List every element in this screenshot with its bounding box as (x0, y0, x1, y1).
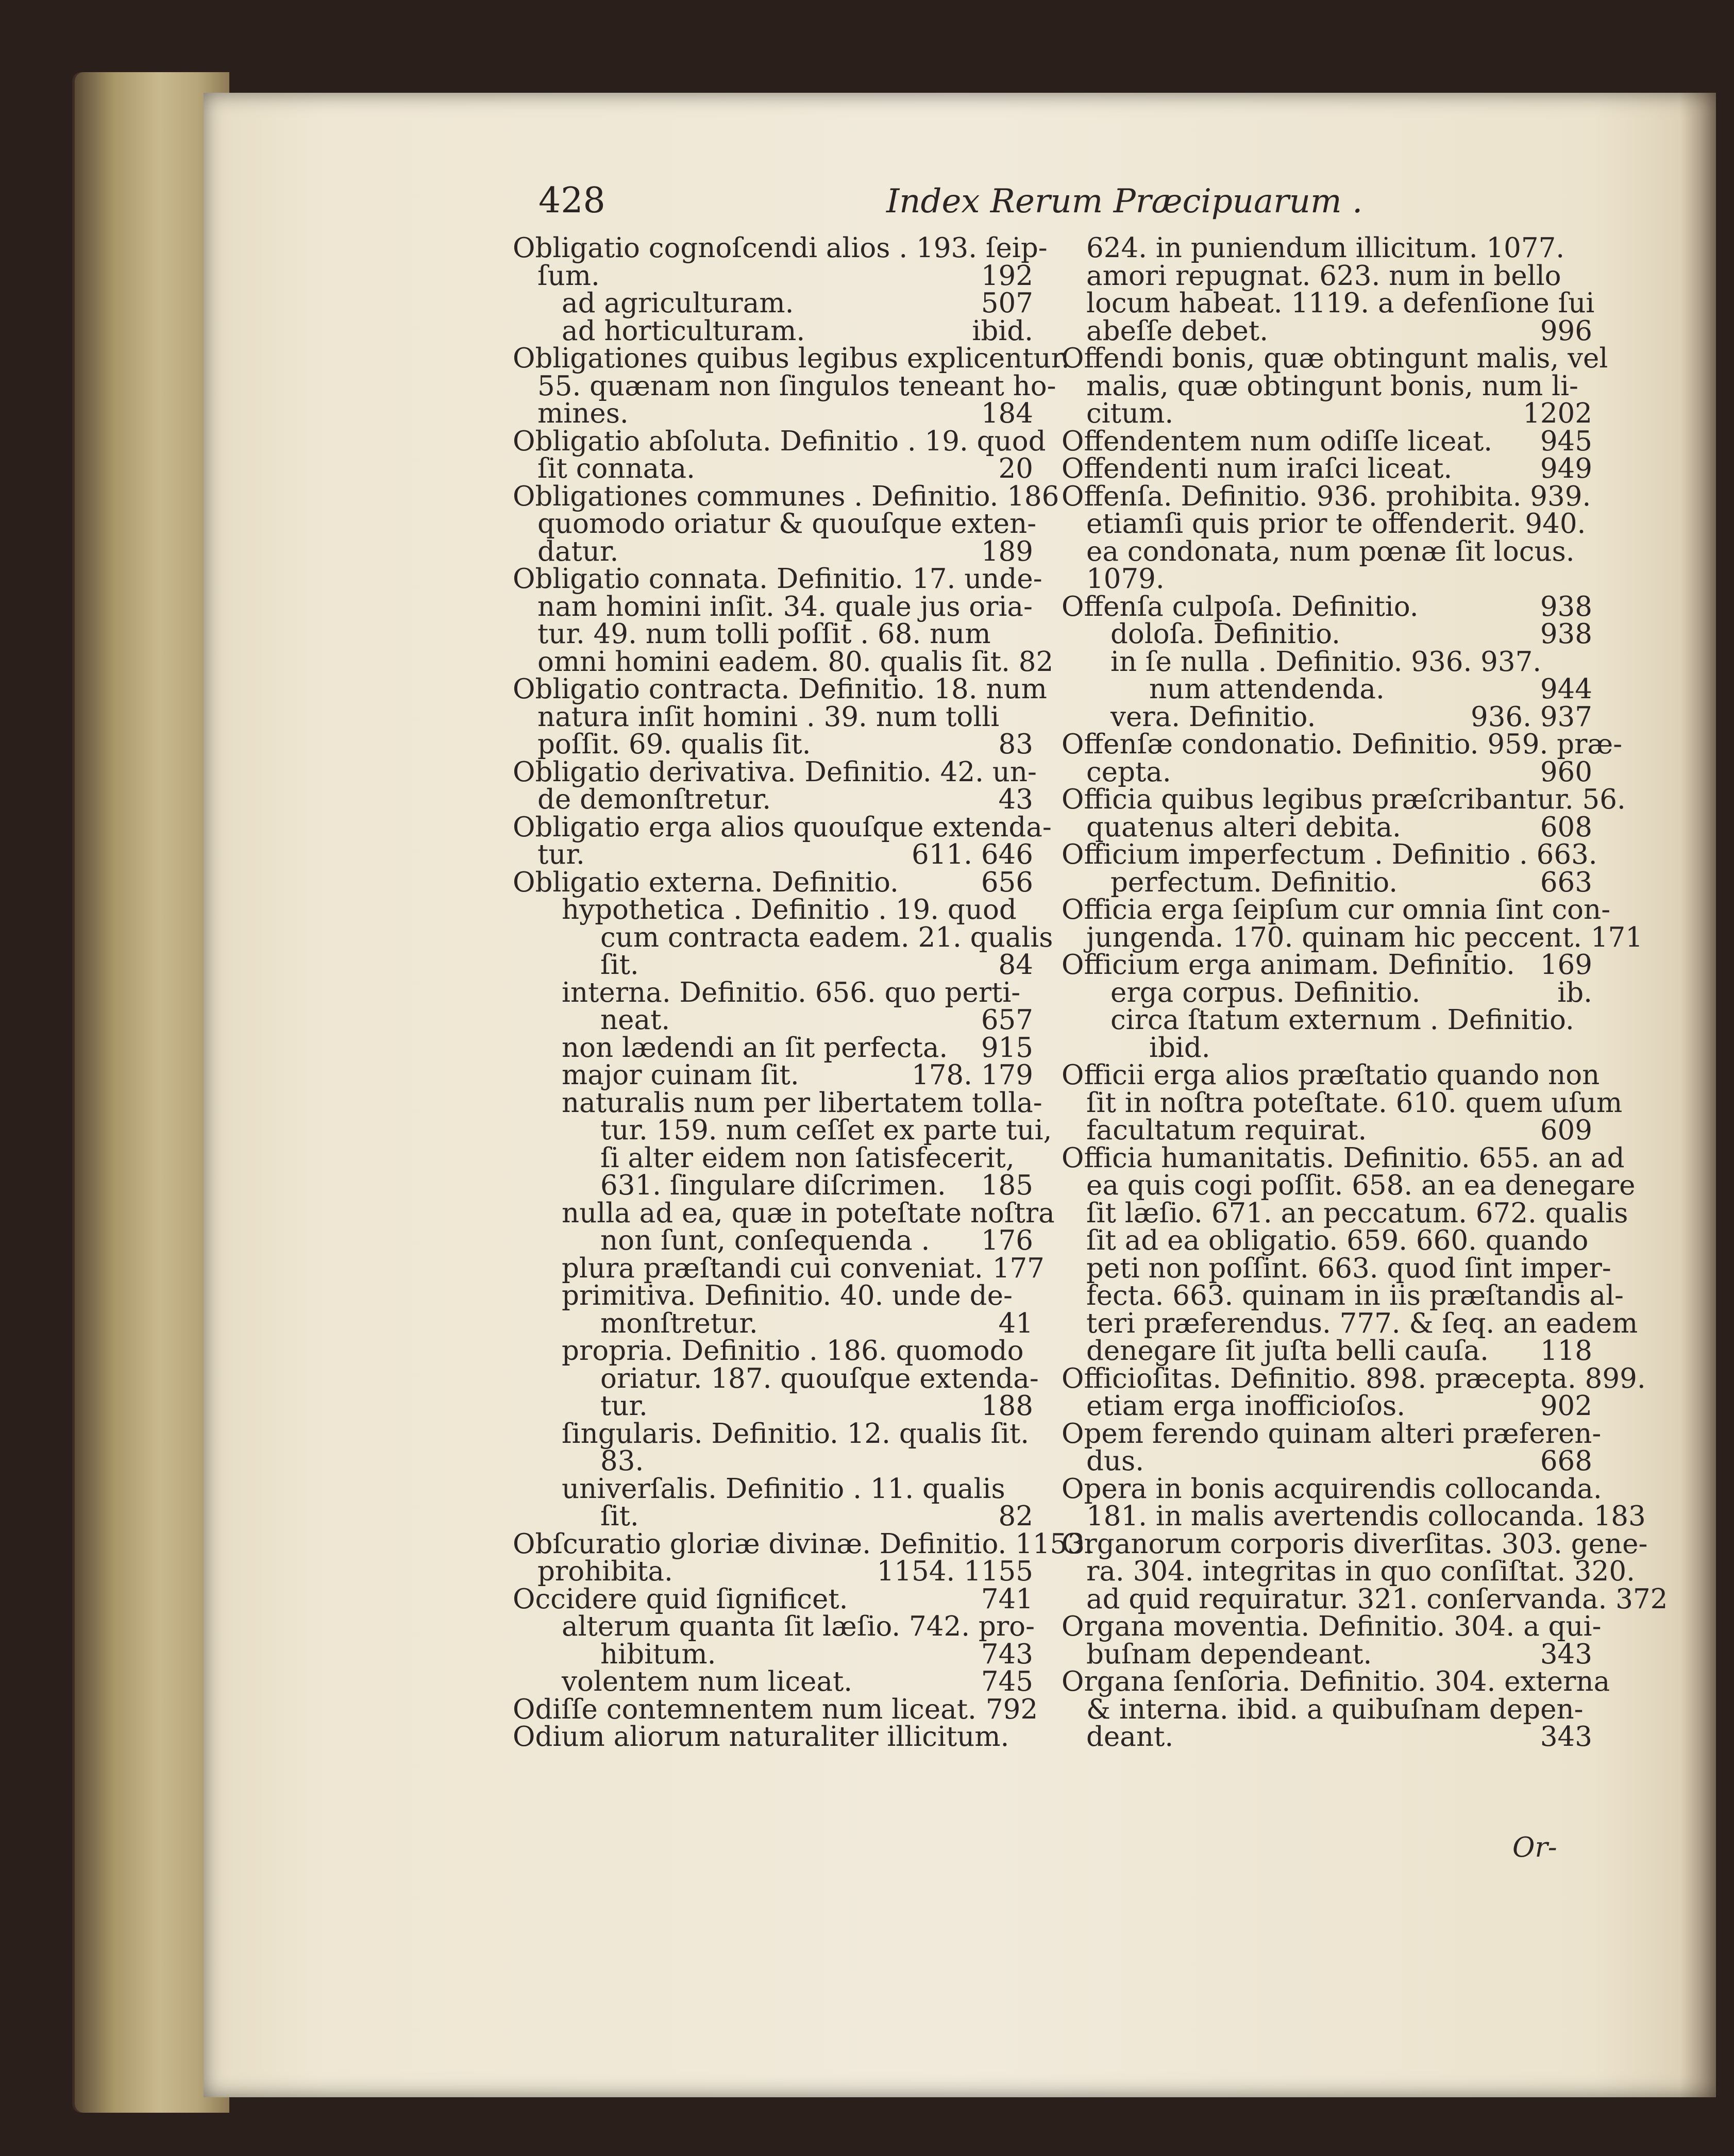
index-entry-line (1062, 1337, 1592, 1365)
entry-text: 55. quænam non ſingulos teneant ho- (537, 370, 1056, 402)
index-entry-line (513, 841, 1033, 869)
index-entry-line (1062, 535, 1592, 567)
index-entry-line (513, 1583, 1033, 1615)
entry-text: num attendenda. (1149, 673, 1385, 705)
entry-text: nam homini inſit. 34. quale jus oria- (537, 591, 1033, 622)
index-entry-line (1062, 400, 1592, 428)
entry-page-ref: 996 (1540, 315, 1592, 347)
entry-text: circa ſtatum externum . Definitio. (1110, 1004, 1574, 1036)
entry-text: univerſalis. Definitio . 11. qualis (562, 1473, 1005, 1505)
index-entry-line (513, 1420, 1033, 1448)
entry-text: Obligatio externa. Definitio. (513, 866, 899, 898)
entry-text: non ſunt, conſequenda . (600, 1225, 930, 1256)
entry-page-ref: 83 (998, 729, 1033, 760)
entry-page-ref: 656 (981, 866, 1033, 898)
index-entry-line (513, 480, 1059, 512)
entry-page-ref: 743 (981, 1638, 1033, 1670)
entry-text: neat. (600, 1004, 670, 1036)
running-title: Index Rerum Præcipuarum . (886, 182, 1363, 221)
entry-text: tur. (600, 1390, 648, 1422)
entry-page-ref: 184 (981, 398, 1033, 429)
entry-text: volentem num liceat. (562, 1666, 853, 1697)
entry-page-ref: 343 (1540, 1721, 1592, 1753)
entry-text: malis, quæ obtingunt bonis, num li- (1086, 370, 1578, 402)
index-entry-line (1062, 1556, 1635, 1587)
index-entry-line (513, 563, 1042, 595)
index-entry-line (1062, 510, 1592, 538)
entry-text: 181. in malis avertendis collocanda. 183 (1086, 1501, 1646, 1532)
index-entry-line (513, 343, 1070, 374)
index-entry-line (1062, 1418, 1602, 1450)
entry-text: Opem ferendo quinam alteri præferen- (1062, 1418, 1602, 1450)
entry-text: omni homini eadem. 80. qualis ſit. 82 (537, 646, 1054, 678)
entry-text: ra. 304. integritas in quo conſiſtat. 320. (1086, 1556, 1635, 1587)
entry-text: plura præſtandi cui conveniat. (562, 1252, 983, 1284)
index-entry-line (1062, 1666, 1610, 1697)
running-header (538, 175, 1363, 232)
entry-text: nulla ad ea, quæ in poteſtate noſtra (562, 1197, 1055, 1229)
index-entry-line (513, 976, 1033, 1008)
entry-page-ref: ib. (1557, 976, 1592, 1008)
index-entry-line (513, 455, 1033, 483)
entry-text: Offendi bonis, quæ obtingunt malis, vel (1062, 343, 1608, 374)
entry-text: amori repugnat. 623. num in bello (1086, 260, 1561, 292)
entry-page-ref: 178. 179 (911, 1059, 1033, 1091)
index-entry-line (1062, 1117, 1592, 1144)
page-gutter-shadow (1680, 93, 1716, 2097)
index-entry-line (513, 673, 1047, 705)
entry-page-ref: 1202 (1523, 398, 1592, 429)
index-entry-line (513, 1613, 1033, 1641)
entry-text: ad agriculturam. (562, 288, 794, 319)
entry-page-ref: 176 (981, 1225, 1033, 1256)
page-number: 428 (538, 180, 605, 221)
index-entry-line (1062, 1087, 1623, 1119)
entry-page-ref: 949 (1540, 453, 1592, 484)
index-entry-line (1062, 288, 1595, 319)
entry-page-ref: ibid. (972, 315, 1033, 347)
entry-text: mines. (537, 398, 629, 429)
entry-text: perfectum. Definitio. (1110, 866, 1398, 898)
index-entry-line (1062, 262, 1592, 290)
index-entry-line (513, 1282, 1033, 1310)
index-entry-line (513, 731, 1033, 759)
entry-text: Officii erga alios præſtatio quando non (1062, 1059, 1600, 1091)
entry-page-ref: 902 (1540, 1390, 1592, 1422)
index-entry-line (513, 1337, 1033, 1365)
entry-page-ref: 792 (985, 1693, 1038, 1725)
entry-text: alterum quanta ſit læſio. 742. pro- (562, 1611, 1035, 1642)
index-entry-line (513, 1723, 1033, 1751)
index-entry-line (1062, 976, 1592, 1008)
entry-text: Obligatio derivativa. Definitio. 42. un- (513, 756, 1037, 788)
index-entry-line (1062, 756, 1592, 788)
index-entry-line (513, 1392, 1033, 1420)
index-entry-line (513, 1638, 1033, 1670)
index-entry-line (513, 811, 1052, 843)
entry-text: Odium aliorum naturaliter illicitum. (513, 1721, 1009, 1753)
index-entry-line (1062, 1227, 1592, 1255)
entry-text: Obligationes quibus legibus explicentur. (513, 343, 1070, 374)
entry-page-ref: 82 (998, 1501, 1033, 1532)
index-entry-line (1062, 480, 1592, 512)
entry-text: non lædendi an ſit perfecta. (562, 1032, 948, 1064)
index-entry-line (1062, 1170, 1636, 1201)
index-entry-line (513, 1227, 1033, 1255)
entry-text: Occidere quid ſignificet. (513, 1583, 848, 1615)
index-entry-line (513, 786, 1033, 814)
entry-text: abeſſe debet. (1086, 315, 1269, 347)
entry-text: ſit ad ea obligatio. 659. 660. quando (1086, 1225, 1589, 1256)
entry-page-ref: 960 (1540, 756, 1592, 788)
entry-page-ref: 185 (981, 1170, 1033, 1201)
entry-page-ref: 118 (1540, 1335, 1592, 1367)
entry-text: locum habeat. 1119. a defenſione ſui (1086, 288, 1595, 319)
index-entry-line (513, 1172, 1033, 1200)
entry-text: 624. in puniendum illicitum. 1077. (1086, 232, 1565, 264)
entry-text: de demonſtretur. (537, 784, 771, 815)
entry-text: ſit læſio. 671. an peccatum. 672. qualis (1086, 1197, 1628, 1229)
index-entry-line (1062, 784, 1626, 815)
entry-text: buſnam dependeant. (1086, 1638, 1372, 1670)
index-entry-line (513, 756, 1037, 788)
entry-text: propria. Definitio . 186. quomodo (562, 1335, 1024, 1367)
entry-text: Offenſa. Definitio. 936. prohibita. 939. (1062, 480, 1591, 512)
index-entry-line (1062, 1142, 1625, 1174)
entry-text: Officioſitas. Definitio. 898. præcepta. 899. (1062, 1362, 1646, 1394)
entry-text: Organa ſenſoria. Definitio. 304. externa (1062, 1666, 1610, 1697)
index-entry-line (1062, 234, 1592, 262)
entry-text: facultatum requirat. (1086, 1115, 1367, 1146)
index-entry-line (1062, 648, 1592, 676)
entry-text: Obligatio abſoluta. Definitio . 19. quod (513, 425, 1046, 457)
entry-text: vera. Definitio. (1110, 701, 1316, 733)
index-entry-line (1062, 455, 1592, 483)
entry-text: ſi alter eidem non ſatisfecerit, (600, 1142, 1015, 1174)
index-entry-line (1062, 1693, 1592, 1725)
entry-page-ref: 611. 646 (911, 839, 1033, 870)
index-entry-line (1062, 729, 1623, 760)
entry-text: 83. (600, 1445, 644, 1477)
entry-text: denegare ſit juſta belli cauſa. (1086, 1335, 1489, 1367)
entry-text: primitiva. Definitio. 40. unde de- (562, 1280, 1013, 1311)
entry-text: Officium erga animam. Definitio. (1062, 949, 1515, 981)
index-entry-line (1062, 1307, 1638, 1339)
entry-text: Offenſæ condonatio. Definitio. 959. præ- (1062, 729, 1623, 760)
entry-page-ref: 741 (981, 1583, 1033, 1615)
entry-text: Obſcuratio gloriæ divinæ. Definitio. 1153. (513, 1528, 1093, 1560)
entry-text: tur. (537, 839, 585, 870)
entry-text: Offenſa culpoſa. Definitio. (1062, 591, 1419, 622)
entry-page-ref: 945 (1540, 425, 1592, 457)
entry-text: ad horticulturam. (562, 315, 805, 347)
index-entry-line (1062, 1392, 1592, 1420)
entry-text: ad quid requiratur. 321. conſervanda. 372 (1086, 1583, 1668, 1615)
entry-text: Officia quibus legibus præſcribantur. 56. (1062, 784, 1626, 815)
entry-text: tur. 49. num tolli poſſit . 68. num (537, 618, 991, 650)
entry-text: deant. (1086, 1721, 1174, 1753)
entry-text: doloſa. Definitio. (1110, 618, 1340, 650)
entry-text: in ſe nulla . Definitio. 936. 937. (1110, 646, 1542, 678)
index-entry-line (513, 1307, 1033, 1339)
entry-page-ref: 192 (981, 260, 1033, 292)
index-entry-line (513, 866, 1033, 898)
index-entry-line (1062, 1197, 1628, 1229)
entry-text: tur. 159. num ceſſet ex parte tui, (600, 1115, 1052, 1146)
index-entry-line (513, 1693, 1038, 1725)
entry-page-ref: 745 (981, 1666, 1033, 1697)
entry-text: erga corpus. Definitio. (1110, 976, 1421, 1008)
index-entry-line (513, 1475, 1033, 1503)
entry-page-ref: 944 (1540, 673, 1592, 705)
index-entry-line (1062, 620, 1592, 648)
index-entry-line (1062, 703, 1592, 731)
entry-page-ref: 169 (1540, 949, 1592, 981)
index-column-right (1062, 232, 1668, 1753)
entry-page-ref: 938 (1540, 591, 1592, 622)
index-entry-line (1062, 370, 1592, 402)
index-entry-line (1062, 1280, 1624, 1311)
index-entry-line (513, 370, 1056, 402)
entry-text: Odiſſe contemnentem num liceat. (513, 1693, 977, 1725)
entry-text: Officium imperfectum . Definitio . 663. (1062, 839, 1597, 870)
entry-text: interna. Definitio. 656. quo perti- (562, 976, 1021, 1008)
entry-page-ref: 189 (981, 535, 1033, 567)
entry-page-ref: 188 (981, 1390, 1033, 1422)
entry-text: Obligatio contracta. Definitio. 18. num (513, 673, 1047, 705)
index-entry-line (513, 620, 1033, 648)
index-entry-line (513, 1059, 1033, 1091)
entry-text: fecta. 663. quinam in iis præſtandis al- (1086, 1280, 1624, 1311)
entry-page-ref: 1154. 1155 (877, 1556, 1033, 1587)
entry-text: datur. (537, 535, 619, 567)
index-entry-line (1062, 425, 1592, 457)
entry-text: Obligatio connata. Definitio. 17. unde- (513, 563, 1042, 595)
entry-text: hypothetica . Definitio . 19. quod (562, 894, 1017, 925)
entry-page-ref: 20 (998, 453, 1033, 484)
index-entry-line (513, 1558, 1033, 1586)
entry-text: poſſit. 69. qualis ſit. (537, 729, 811, 760)
entry-page-ref: 177 (992, 1252, 1045, 1284)
index-entry-line (513, 1447, 1033, 1475)
index-entry-line (513, 508, 1037, 540)
entry-text: monſtretur. (600, 1307, 758, 1339)
index-entry-line (513, 1503, 1033, 1530)
entry-text: teri præferendus. 777. & ſeq. an eadem (1086, 1307, 1638, 1339)
entry-text: & interna. ibid. a quibuſnam depen- (1086, 1693, 1584, 1725)
entry-text: ſit. (600, 949, 639, 981)
index-entry-line (1062, 1034, 1592, 1062)
entry-text: quomodo oriatur & quouſque exten- (537, 508, 1037, 540)
entry-page-ref: 938 (1540, 618, 1592, 650)
entry-text: Offendentem num odiſſe liceat. (1062, 425, 1493, 457)
entry-page-ref: 609 (1540, 1115, 1592, 1146)
index-entry-line (1062, 1611, 1602, 1642)
index-entry-line (1062, 1638, 1592, 1670)
entry-text: ſum. (537, 260, 600, 292)
index-column-left (513, 232, 1093, 1753)
entry-text: 1079. (1086, 563, 1165, 595)
entry-text: ea quis cogi poſſit. 658. an ea denegare (1086, 1170, 1636, 1201)
entry-text: major cuinam ſit. (562, 1059, 799, 1091)
index-entry-line (1062, 1528, 1648, 1560)
index-entry-line (513, 1087, 1042, 1119)
index-entry-line (1062, 811, 1592, 843)
entry-text: ſit connata. (537, 453, 695, 484)
entry-text: jungenda. 170. quinam hic peccent. 171 (1086, 921, 1643, 953)
entry-text: citum. (1086, 398, 1174, 429)
index-entry-line (513, 1115, 1052, 1146)
index-entry-line (1062, 1252, 1611, 1284)
index-entry-line (513, 535, 1033, 567)
entry-text: dus. (1086, 1445, 1144, 1477)
index-entry-line (1062, 951, 1592, 979)
entry-text: cepta. (1086, 756, 1171, 788)
entry-page-ref: 668 (1540, 1445, 1592, 1477)
index-entry-line (513, 290, 1033, 317)
entry-page-ref: 84 (998, 949, 1033, 981)
entry-text: Organa moventia. Definitio. 304. a qui- (1062, 1611, 1602, 1642)
index-entry-line (513, 232, 1048, 264)
entry-text: ſit. (600, 1501, 639, 1532)
index-entry-line (513, 425, 1046, 457)
index-entry-line (513, 1197, 1055, 1229)
entry-page-ref: 41 (998, 1307, 1033, 1339)
index-entry-line (513, 593, 1033, 621)
entry-page-ref: 43 (998, 784, 1033, 815)
index-entry-line (1062, 1059, 1600, 1091)
index-entry-line (513, 1144, 1033, 1172)
index-entry-line (513, 262, 1033, 290)
entry-text: etiam erga inofficioſos. (1086, 1390, 1406, 1422)
index-entry-line (1062, 565, 1592, 593)
index-entry-line (1062, 1006, 1592, 1034)
index-entry-line (1062, 1473, 1602, 1505)
entry-text: hibitum. (600, 1638, 716, 1670)
entry-page-ref: 608 (1540, 811, 1592, 843)
index-entry-line (513, 951, 1033, 979)
index-entry-line (1062, 839, 1597, 870)
entry-text: ibid. (1149, 1032, 1210, 1064)
entry-page-ref: 657 (981, 1004, 1033, 1036)
index-entry-line (513, 921, 1053, 953)
index-entry-line (1062, 1501, 1646, 1532)
index-entry-line (1062, 593, 1592, 621)
entry-text: etiamſi quis prior te offenderit. 940. (1086, 508, 1586, 540)
entry-text: Obligatio erga alios quouſque extenda- (513, 811, 1052, 843)
index-entry-line (513, 896, 1033, 924)
entry-text: natura inſit homini . 39. num tolli (537, 701, 1000, 733)
index-entry-line (1062, 1583, 1668, 1615)
entry-text: Organorum corporis diverſitas. 303. gene- (1062, 1528, 1648, 1560)
entry-text: ea condonata, num pœnæ ſit locus. (1086, 535, 1575, 567)
index-entry-line (513, 1034, 1033, 1062)
entry-text: prohibita. (537, 1556, 673, 1587)
index-entry-line (513, 1362, 1039, 1394)
entry-text: ſingularis. Definitio. 12. qualis ſit. (562, 1418, 1030, 1450)
entry-page-ref: 507 (981, 288, 1033, 319)
index-entry-line (1062, 673, 1592, 705)
index-entry-line (513, 1006, 1033, 1034)
entry-page-ref: 915 (981, 1032, 1033, 1064)
entry-text: cum contracta eadem. 21. qualis (600, 921, 1053, 953)
entry-text: naturalis num per libertatem tolla- (562, 1087, 1042, 1119)
entry-text: peti non poſſint. 663. quod ſint imper- (1086, 1252, 1611, 1284)
entry-page-ref: 936. 937 (1470, 701, 1592, 733)
entry-text: oriatur. 187. quouſque extenda- (600, 1362, 1039, 1394)
catchword: Or- (1512, 1832, 1557, 1863)
index-entry-line (513, 1252, 1045, 1284)
entry-text: Offendenti num iraſci liceat. (1062, 453, 1453, 484)
entry-text: Obligationes communes . Definitio. 186 (513, 480, 1059, 512)
entry-page-ref: 343 (1540, 1638, 1592, 1670)
entry-page-ref: 663 (1540, 866, 1592, 898)
entry-text: Officia erga ſeipſum cur omnia ſint con- (1062, 894, 1611, 925)
index-entry-line (513, 317, 1033, 345)
index-entry-line (513, 1668, 1033, 1696)
index-entry-line (513, 400, 1033, 428)
index-entry-line (1062, 1447, 1592, 1475)
index-entry-line (1062, 866, 1592, 898)
index-entry-line (1062, 343, 1608, 374)
index-entry-line (1062, 1723, 1592, 1751)
entry-text: Opera in bonis acquirendis collocanda. (1062, 1473, 1602, 1505)
entry-text: Obligatio cognoſcendi alios . 193. ſeip- (513, 232, 1048, 264)
entry-text: quatenus alteri debita. (1086, 811, 1401, 843)
index-entry-line (1062, 921, 1643, 953)
entry-text: Officia humanitatis. Definitio. 655. an ad (1062, 1142, 1625, 1174)
entry-text: ſit in noſtra poteſtate. 610. quem uſum (1086, 1087, 1623, 1119)
index-entry-line (513, 703, 1033, 731)
index-entry-line (513, 646, 1054, 678)
index-entry-line (1062, 894, 1611, 925)
entry-text: 631. ſingulare diſcrimen. (600, 1170, 946, 1201)
index-entry-line (513, 1528, 1093, 1560)
index-entry-line (1062, 317, 1592, 345)
index-entry-line (1062, 1362, 1646, 1394)
